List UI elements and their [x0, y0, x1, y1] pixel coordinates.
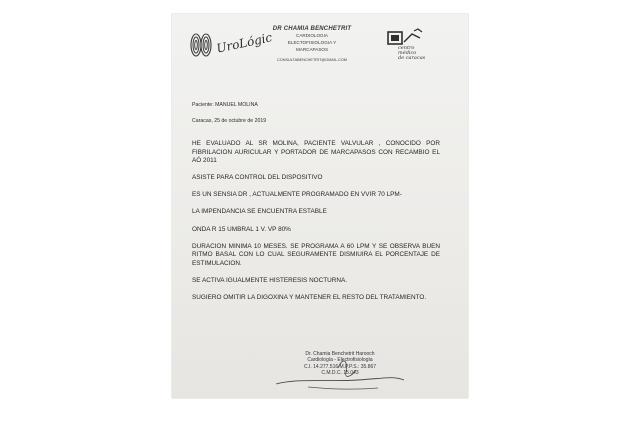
stamp-cmdc: C.M.D.C. 15.043 — [321, 369, 359, 376]
paragraph-5: ONDA R 15 UMBRAL 1 V. VP 80% — [192, 225, 291, 233]
right-logo-line-1: centro — [398, 45, 415, 51]
date-line: Caracas, 25 de octubre de 2019 — [192, 118, 267, 124]
logo-wordmark: UroLógic — [215, 30, 274, 56]
urologic-logo — [190, 28, 274, 64]
stamp-specialty: Cardiología - Electrofisiología — [307, 357, 373, 364]
building-logo-icon — [386, 28, 426, 46]
paragraph-6: DURACION MINIMA 10 MESES. SE PROGRAMA A 60 LPM Y SE OBSERVA BUEN RITMO BASAL CON LO CUAL SEGURAMENTE DISMIUIRA EL PORCENTAJE DE ESTIMULACION. — [192, 242, 440, 267]
doctor-stamp — [280, 351, 400, 376]
doctor-name: DR CHAMIA BENCHETRIT — [272, 26, 352, 32]
spiral-logo-icon — [190, 32, 214, 58]
right-logo-line-2: médico — [398, 50, 417, 56]
right-logo-line-3: de caracas — [398, 55, 426, 61]
specialty-line-3: MARCAPASOS — [295, 47, 329, 52]
letterhead-block — [252, 26, 372, 62]
paragraph-8: SUGIERO OMITIR LA DIGOXINA Y MANTENER EL RESTO DEL TRATAMIENTO. — [192, 294, 427, 302]
stamp-ids: C.I. 14.277.516 M.P.P.S.: 35.867 — [303, 363, 377, 370]
doctor-email: CONSULTABENCHETRIT@GMAIL.COM — [277, 58, 347, 62]
letter-body — [192, 140, 440, 311]
paragraph-2: ASISTE PARA CONTROL DEL DISPOSITIVO — [192, 174, 323, 182]
specialty-line-1: CARDIOLOGIA — [296, 33, 328, 38]
paragraph-1: HE EVALUADO AL SR MOLINA, PACIENTE VALVULAR , CONOCIDO POR FIBRILACION AURICULAR Y PORTADOR DE MARCAPASOS CON RECAMBIO EL AÓ 2011 — [192, 140, 440, 165]
paragraph-3: ES UN SENSIA DR , ACTUALMENTE PROGRAMADO EN VVIR 70 LPM- — [192, 191, 402, 199]
centro-medico-logo — [384, 28, 446, 62]
letter-page — [172, 14, 468, 398]
patient-line: Paciente: MANUEL MOLINA — [192, 102, 258, 108]
stamp-name: Dr. Chamia Benchetrit Harooch — [305, 351, 375, 357]
paragraph-7: SE ACTIVA IGUALMENTE HISTERESIS NOCTURNA. — [192, 276, 348, 284]
specialty-line-2: ELECTOFISIOLOGIA Y — [287, 40, 337, 45]
paragraph-4: LA IMPENDANCIA SE ENCUENTRA ESTABLE — [192, 208, 327, 216]
